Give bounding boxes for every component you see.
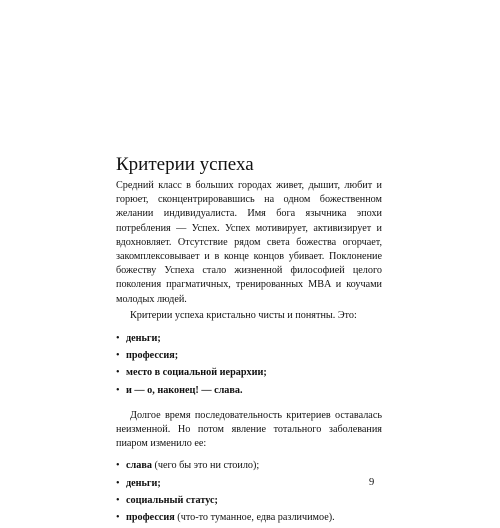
list-item <box>116 366 382 380</box>
list-item <box>116 511 382 525</box>
list-item-bold: место в социальной иерархии; <box>126 367 267 379</box>
list-item-rest: (что-то туманное, едва различимое). <box>174 512 335 524</box>
criteria-list-original <box>116 332 382 398</box>
section-heading: Критерии успеха <box>116 154 254 175</box>
list-item-bold: слава <box>126 460 152 472</box>
page-number: 9 <box>369 477 375 488</box>
page-content <box>116 154 382 528</box>
bullet-glyph: • <box>116 333 120 345</box>
list-item <box>116 494 382 508</box>
bullet-glyph: • <box>116 512 120 524</box>
list-item-rest: (чего бы это ни стоило); <box>151 460 260 472</box>
list-item-bold: деньги; <box>126 477 161 489</box>
list-item <box>116 477 382 491</box>
list-item <box>116 332 382 346</box>
bullet-glyph: • <box>116 350 120 362</box>
criteria-list-changed <box>116 459 382 525</box>
bullet-glyph: • <box>116 384 120 396</box>
spacer <box>116 401 382 409</box>
list-item-bold: профессия <box>126 512 175 524</box>
list-item-bold: социальный статус; <box>126 494 218 506</box>
list-item <box>116 349 382 363</box>
list-item-bold: и — о, наконец! — слава. <box>126 384 243 396</box>
list-item <box>116 384 382 398</box>
list-item-bold: профессия; <box>126 350 179 362</box>
list-item-bold: деньги; <box>126 333 161 345</box>
bullet-glyph: • <box>116 494 120 506</box>
bullet-glyph: • <box>116 460 120 472</box>
list-item <box>116 459 382 473</box>
bullet-glyph: • <box>116 477 120 489</box>
bullet-glyph: • <box>116 367 120 379</box>
paragraph-criteria-intro: Критерии успеха кристально чисты и понятны. Это: <box>130 309 357 321</box>
paragraph-change: Долгое время последовательность критериев оставалась неизменной. Но потом явление тотального заболевания пиаром изменило ее: <box>116 409 382 450</box>
paragraph-intro: Средний класс в больших городах живет, дышит, любит и горюет, сконцентрировавшись на одном божественном желании индивидуалиста. Имя бога язычника эпохи потребления — Успех. Успех мотивирует, активизирует и вдохновляет. Отсутствие рядом света божества огорчает, закомплексовывает и в конце концов убивает. Поклонение божеству Успеха стало жизненной философией целого поколения прагматичных, тренированных MBA и коучами молодых людей. <box>116 180 382 305</box>
